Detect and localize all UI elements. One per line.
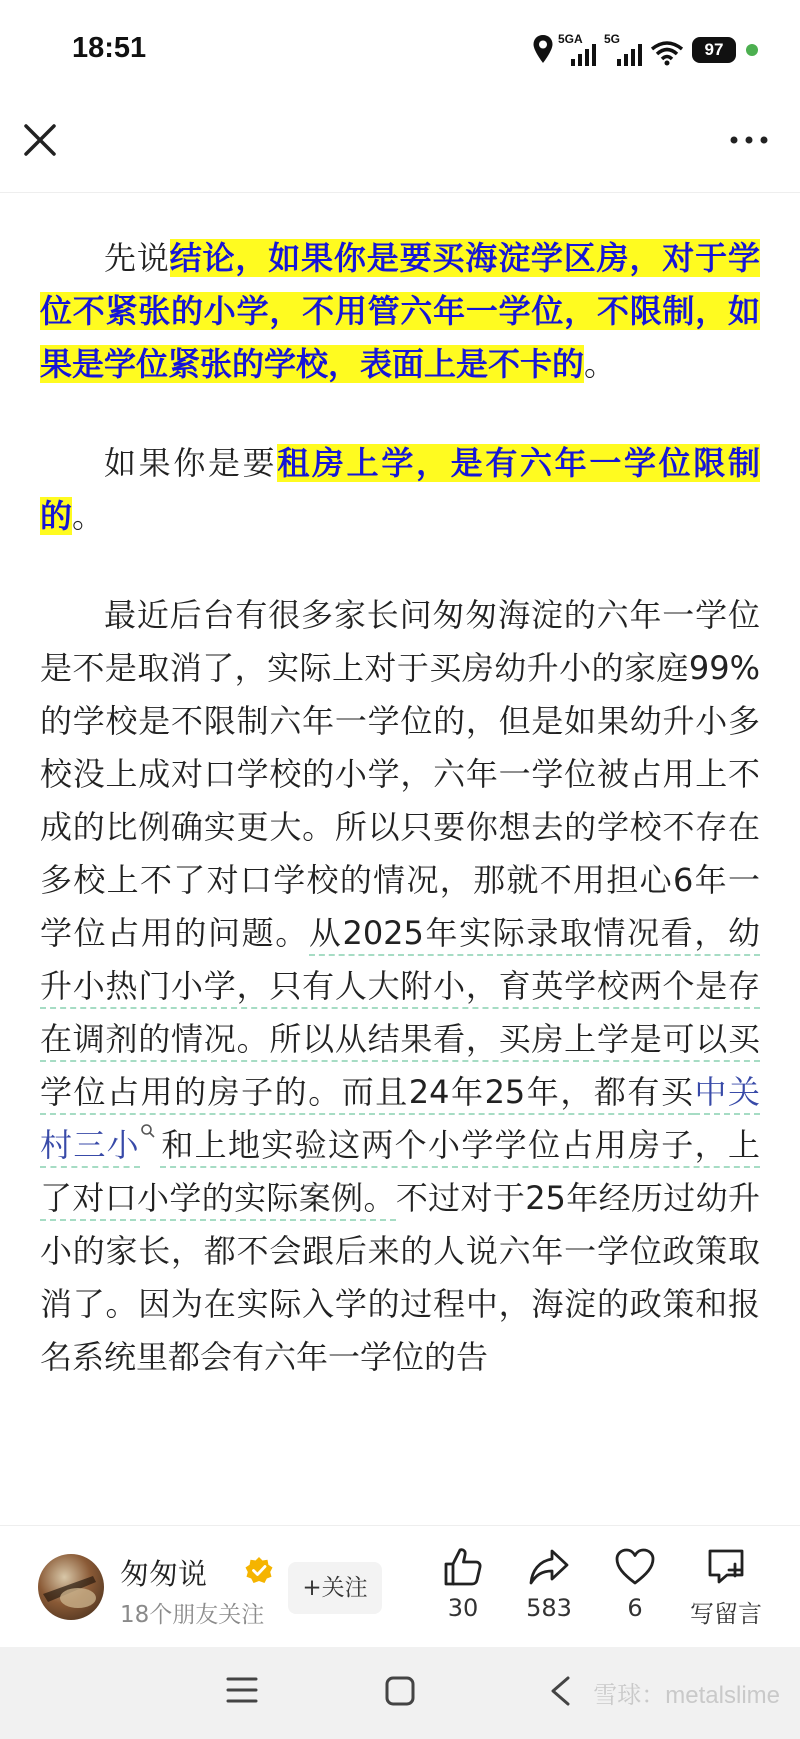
- search-icon[interactable]: [140, 1123, 156, 1139]
- thumbs-up-icon: [442, 1546, 484, 1588]
- status-icons: [532, 34, 772, 70]
- wifi-icon: [650, 40, 684, 66]
- paragraph-3: [40, 589, 760, 1384]
- p1-highlight: 结论，如果你是要买海淀学区房，对于学位不紧张的小学，不用管六年一学位，不限制，如果是学位紧张的学校，表面上是不卡的: [40, 239, 760, 383]
- close-icon[interactable]: [20, 120, 60, 160]
- share-icon: [528, 1546, 570, 1588]
- comment-label: 写留言: [690, 1600, 762, 1628]
- watermark: 雪球：metalslime: [593, 1682, 780, 1709]
- battery-icon: [692, 37, 736, 63]
- like-count: 30: [447, 1594, 479, 1622]
- paragraph-1: [40, 232, 760, 391]
- avatar[interactable]: [38, 1554, 104, 1620]
- comment-button[interactable]: [676, 1546, 776, 1629]
- favorite-count: 6: [627, 1594, 643, 1622]
- p2-post: 。: [72, 497, 105, 535]
- author-name[interactable]: 匆匆说: [120, 1557, 208, 1591]
- p3-dotted-text-2: 和上地实验这两个小学学位占用房子，上了对口小学的实际案例。: [40, 1126, 760, 1221]
- battery-level: 97: [704, 40, 724, 59]
- top-nav: [0, 100, 800, 193]
- heart-icon: [614, 1546, 656, 1588]
- signal-icon: [570, 44, 598, 66]
- comment-icon: [705, 1546, 747, 1588]
- p2-pre: 如果你是要: [104, 444, 278, 482]
- back-icon[interactable]: [548, 1675, 572, 1707]
- menu-icon[interactable]: [226, 1675, 258, 1705]
- location-icon: [532, 34, 554, 64]
- home-icon[interactable]: [384, 1675, 416, 1707]
- signal-icon: [616, 44, 644, 66]
- p1-post: 。: [584, 345, 617, 383]
- more-icon[interactable]: [728, 120, 770, 160]
- network-label-1: 5GA: [558, 32, 583, 46]
- follow-button[interactable]: +关注: [288, 1562, 382, 1614]
- share-button[interactable]: [504, 1546, 594, 1622]
- favorite-button[interactable]: [590, 1546, 680, 1622]
- p3-dotted-text-1: 从2025年实际录取情况看，幼升小热门小学，只有人大附小，育英学校两个是存在调剂的情况。所以从结果看，买房上学是可以买学位占用的房子的。而且24年25年，都有买: [40, 914, 760, 1115]
- verified-icon: [245, 1556, 273, 1584]
- p3-text-a: 最近后台有很多家长问匆匆海淀的六年一学位是不是取消了，实际上对于买房幼升小的家庭99%的学校是不限制六年一学位的，但是如果幼升小多校没上成对口学校的小学，六年一学位被占用上不成的比例确实更大。所以只要你想去的学校不存在多校上不了对口学校的情况，那就不用担心6年一学位占用的问题。: [40, 596, 760, 952]
- p2-highlight: 租房上学，是有六年一学位限制的: [40, 444, 760, 535]
- action-bar: [0, 1525, 800, 1648]
- paragraph-2: [40, 437, 760, 543]
- status-time: 18:51: [72, 32, 147, 64]
- article-body: [40, 232, 760, 1384]
- like-button[interactable]: [418, 1546, 508, 1622]
- system-nav-bar: [0, 1647, 800, 1739]
- p3-text-b: 不过对于25年经历过幼升小的家长，都不会跟后来的人说六年一学位政策取消了。因为在实际入学的过程中，海淀的政策和报名系统里都会有六年一学位的告: [40, 1179, 760, 1376]
- avatar-image: [38, 1554, 104, 1620]
- network-label-2: 5G: [604, 32, 621, 46]
- charging-dot: [746, 44, 758, 56]
- status-bar: [0, 0, 800, 100]
- p1-pre: 先说: [104, 239, 170, 277]
- zhongguancun-link[interactable]: 中关村三小: [40, 1073, 760, 1168]
- friends-following: 18个朋友关注: [120, 1602, 265, 1628]
- share-count: 583: [526, 1594, 572, 1622]
